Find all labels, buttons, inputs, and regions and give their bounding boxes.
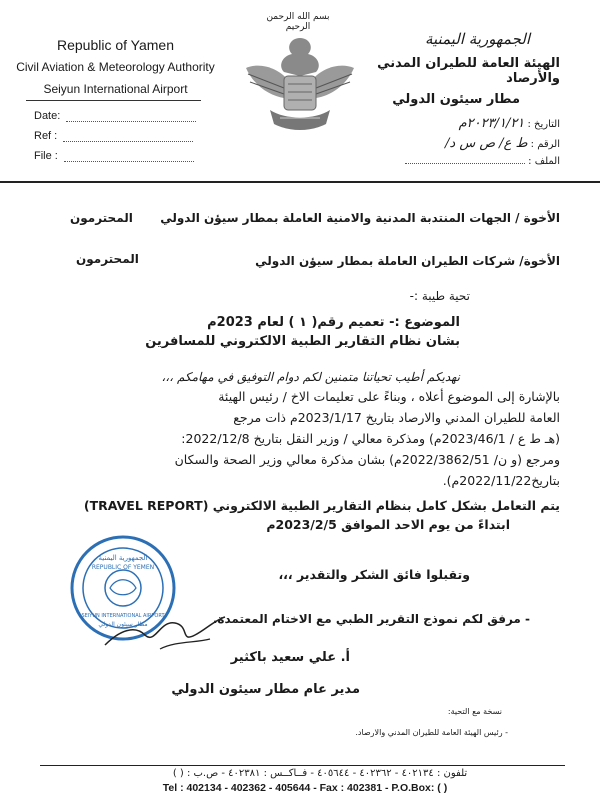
recipient-2-honorific: المحترمون [76,252,139,266]
body-line-1: بالإشارة إلى الموضوع أعلاه ، وبناءً على تعليمات الاخ / رئيس الهيئة [218,389,560,404]
instruction-line-2: ابتداءً من يوم الاحد الموافق 2023/2/5م [266,517,510,532]
republic-name-ar: الجمهورية اليمنية [424,30,530,48]
subject-line-2: بشان نظام التقارير الطبية الالكتروني للمسافرين [145,334,460,349]
closing-remark: وتقبلوا فائق الشكر والتقدير ،،، [278,567,470,582]
country-name-en: Republic of Yamen [57,37,174,53]
recipient-1-honorific: المحترمون [70,211,133,225]
ref-label-ar: الرقم : [530,139,560,150]
footer-contact-en: Tel : 402134 - 402362 - 405644 - Fax : 402381 - P.O.Box: ( ) [162,782,448,794]
recipient-1: الأخوة / الجهات المنتدبة المدنية والامنية العاملة بمطار سيؤن الدولي [160,211,560,225]
file-label-ar: الملف : [528,156,560,167]
date-label-ar: التاريخ : [527,119,560,130]
body-line-3: (هـ ط ع / 2023/46/1م) ومذكرة معالي / وزير النقل بتاريخ 2022/12/8: [181,431,560,446]
authority-name-en: Civil Aviation & Meteorology Authority [16,60,215,74]
header-rule-en [26,100,201,101]
letter-body [40,386,560,491]
stamp-bottom-text-en: SEIYUN INTERNATIONAL AIRPORT [81,613,165,619]
greeting: تحية طيبة :- [409,289,470,303]
ref-field-en [34,130,193,142]
arabic-letterhead [330,30,560,107]
copies-item: - رئيس الهيئة العامة للطيران المدني والارصاد. [355,728,508,737]
stamp-bottom-text-ar: مطار سيئون الدولي [98,621,148,628]
file-label-en: File : [34,150,58,162]
file-field-en [34,150,194,162]
body-line-5: بتاريخ2022/11/22م). [442,473,560,488]
body-line-4: ومرجع (و ن/ 2022/3862/51م) بشان مذكرة معالي وزير الصحة والسكان [174,452,560,467]
handwritten-signature [100,605,230,655]
body-line-2: العامة للطيران المدني والارصاد بتاريخ 2023/1/17م ذات مرجع [233,410,560,425]
footer-contact-ar: تلفون : ٤٠٢١٣٤ - ٤٠٢٣٦٢ - ٤٠٥٦٤٤ - فــاكــس : ٤٠٢٣٨١ - ص.ب : ( ) [172,768,468,779]
basmala: بسم الله الرحمن الرحيم [266,12,330,32]
date-field-en [34,110,196,122]
footer-rule [40,765,565,766]
subject-line-1: الموضوع :- تعميم رقم( ١ ) لعام 2023م [207,315,460,330]
date-value-ar: ٢٠٢٣/١/٢١م [458,116,525,131]
attachment-note: - مرفق لكم نموذج التقرير الطبي مع الاختام المعتمدة. [212,612,530,626]
authority-name-ar: الهيئة العامة للطيران المدني والأرصاد [377,56,560,86]
copies-label: نسخة مع التحية: [447,707,502,716]
instruction-line-1: يتم التعامل بشكل كامل بنظام التقارير الطبية الالكتروني (TRAVEL REPORT) [83,498,560,513]
header-divider [0,181,600,183]
airport-name-en: Seiyun International Airport [43,82,188,96]
date-field-ar [350,116,560,131]
signatory-name: أ. علي سعيد باكثير [230,650,350,665]
ref-value-ar: ط ع/ ص س د/ [445,136,528,151]
airport-name-ar: مطار سيئون الدولي [392,92,520,107]
stamp-country-en: REPUBLIC OF YEMEN [91,564,155,571]
signatory-title: مدير عام مطار سيئون الدولي [171,682,360,697]
ref-label-en: Ref : [34,130,58,142]
date-label-en: Date: [34,110,61,122]
ref-field-ar [350,136,560,151]
recipient-2: الأخوة/ شركات الطيران العاملة بمطار سيؤن الدولي [255,254,560,268]
file-field-ar [350,156,560,167]
handwritten-greeting: نهديكم أطيب تحياتنا متمنين لكم دوام التوفيق في مهامكم ،،، [161,370,460,384]
stamp-top-text-ar: الجمهورية اليمنية [98,554,148,562]
english-letterhead [8,34,223,100]
